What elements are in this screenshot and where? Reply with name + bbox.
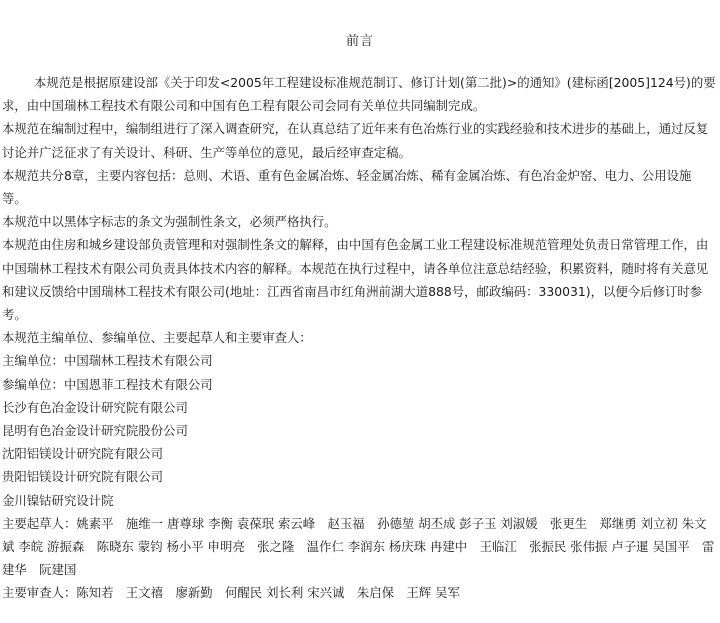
participating-unit-item: 贵阳铝镁设计研究院有限公司 xyxy=(2,469,164,485)
paragraph-management: 本规范由住房和城乡建设部负责管理和对强制性条文的解释，由中国有色金属工业工程建设标准规范管理处负责日常管理工作，由中国瑞林工程技术有限公司负责具体技术内容的解释。本规范在执行过程中，请各单位注意总结经验，积累资料，随时将有关意见和建议反馈给中国瑞林工程技术有限公司(地址：江西省南昌市红角洲前湖大道888号，邮政编码：330031)，以便今后修订时参考。 xyxy=(2,237,709,323)
drafters-list: 主要起草人：姚素平 施维一 唐尊球 李衡 袁葆珉 索云峰 赵玉福 孙德堃 胡丕成 彭子玉 刘淑媛 张更生 郑继勇 刘立初 朱文斌 李皖 游振森 陈晓东 蒙钧 杨小平 申明亮 张之隆 温作仁 李润东 杨庆珠 冉建中 王临江 张振民 张伟振 卢子暹 吴国平 雷建华 阮建国 xyxy=(2,515,715,578)
document-body xyxy=(2,71,716,605)
paragraph-mandatory: 本规范中以黑体字标志的条文为强制性条文，必须严格执行。 xyxy=(2,214,337,230)
participating-unit-item: 长沙有色冶金设计研究院有限公司 xyxy=(2,399,188,415)
document-title: 前言 xyxy=(345,34,374,49)
participating-unit-item: 金川镍钴研究设计院 xyxy=(2,492,114,508)
participating-unit: 参编单位：中国恩菲工程技术有限公司 xyxy=(2,376,213,392)
paragraph-process: 本规范在编制过程中，编制组进行了深入调查研究，在认真总结了近年来有色冶炼行业的实践经验和技术进步的基础上，通过反复讨论并广泛征求了有关设计、科研、生产等单位的意见，最后经审查定稿。 xyxy=(2,121,709,160)
paragraph-contents: 本规范共分8章，主要内容包括：总则、术语、重有色金属冶炼、轻金属冶炼、稀有金属冶炼、有色冶金炉窑、电力、公用设施等。 xyxy=(2,167,692,207)
paragraph-units-intro: 本规范主编单位、参编单位、主要起草人和主要审查人： xyxy=(2,330,312,346)
paragraph-basis: 本规范是根据原建设部《关于印发<2005年工程建设标准规范制订、修订计划(第二批)>的通知》(建标函[2005]124号)的要求，由中国瑞林工程技术有限公司和中国有色工程有限公司会同有关单位共同编制完成。 xyxy=(2,75,716,114)
reviewers-list: 主要审查人：陈知若 王文禧 廖新勤 何醒民 刘长利 宋兴诚 朱启保 王辉 吴军 xyxy=(2,585,460,601)
participating-unit-item: 沈阳铝镁设计研究院有限公司 xyxy=(2,446,164,462)
participating-unit-item: 昆明有色冶金设计研究院股份公司 xyxy=(2,423,188,439)
chief-unit: 主编单位：中国瑞林工程技术有限公司 xyxy=(2,353,213,369)
